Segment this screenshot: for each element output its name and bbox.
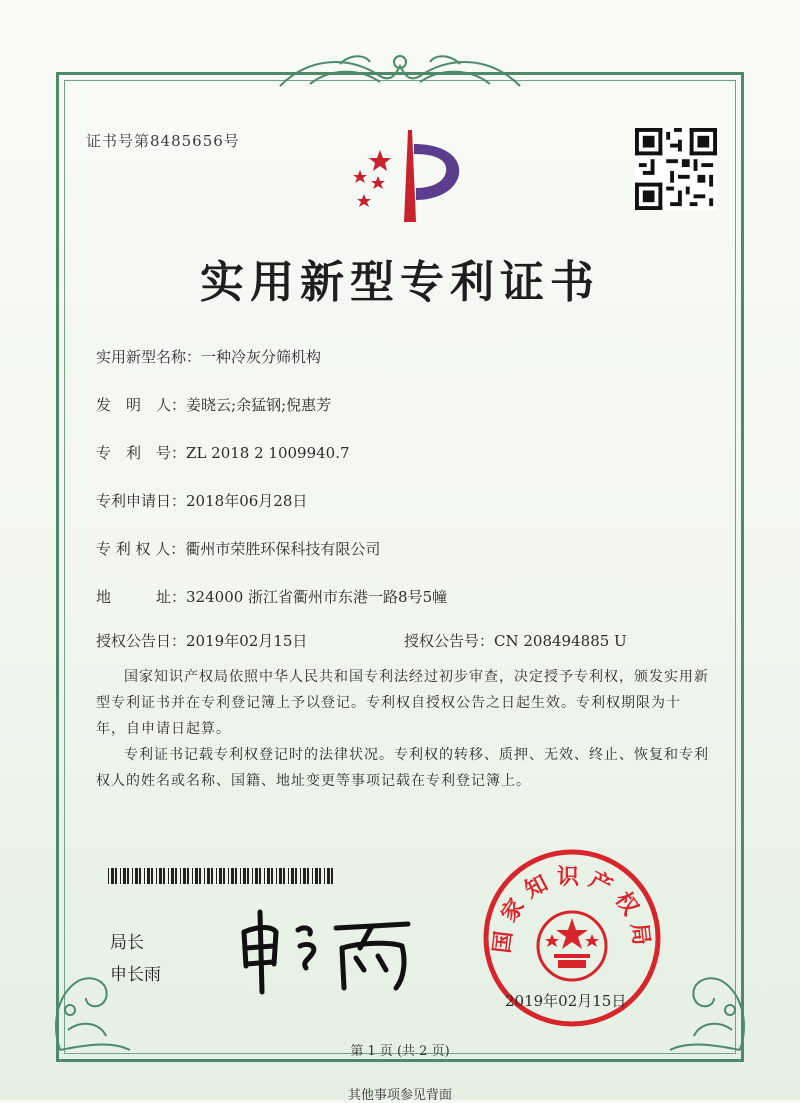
announcement-number-row (404, 630, 627, 651)
application-date-label: 专利申请日： (96, 492, 187, 510)
qr-code (635, 128, 717, 210)
application-date-row (96, 490, 307, 511)
inventor-label: 发 明 人： (96, 396, 187, 414)
application-date-value: 2018年06月28日 (186, 492, 308, 510)
patent-number-label: 专 利 号： (96, 444, 187, 462)
announcement-date-row (96, 630, 307, 651)
inventor-row (96, 394, 331, 415)
barcode (108, 868, 334, 884)
address-label: 地 址： (96, 588, 187, 606)
patent-number-row (96, 442, 350, 463)
director-signature (232, 902, 422, 998)
announcement-number-label: 授权公告号： (404, 632, 495, 650)
seal-text: 国家知识产权局 (489, 865, 655, 955)
patent-office-logo (340, 126, 470, 226)
utility-model-name-value: 一种冷灰分筛机构 (201, 348, 322, 366)
page-number: 第 1 页 (共 2 页) (350, 1044, 450, 1059)
utility-model-name-label: 实用新型名称： (96, 348, 202, 366)
address-value: 324000 浙江省衢州市东港一路8号5幢 (186, 588, 448, 606)
announcement-number-value: CN 208494885 U (494, 632, 627, 650)
legal-status-paragraph: 专利证书记载专利权登记时的法律状况。专利权的转移、质押、无效、终止、恢复和专利权人的姓名或名称、国籍、地址变更等事项记载在专利登记簿上。 (96, 747, 709, 789)
announcement-date-label: 授权公告日： (96, 632, 187, 650)
announcement-date-value: 2019年02月15日 (186, 632, 308, 650)
address-row (96, 586, 447, 607)
director-title: 局长 (110, 933, 144, 953)
patent-holder-value: 衢州市荣胜环保科技有限公司 (185, 540, 381, 558)
top-ornament (270, 46, 530, 90)
footer-note: 其他事项参见背面 (347, 1088, 452, 1103)
patent-number-value: ZL 2018 2 1009940.7 (186, 444, 350, 462)
patent-holder-row (96, 538, 380, 559)
grant-paragraph: 国家知识产权局依照中华人民共和国专利法经过初步审查，决定授予专利权，颁发实用新型专利证书并在专利登记簿上予以登记。专利权自授权公告之日起生效。专利权期限为十年，自申请日起算。 (96, 669, 709, 737)
certificate-number: 证书号第8485656号 (86, 132, 240, 150)
certificate-title: 实用新型专利证书 (200, 257, 600, 308)
utility-model-name-row (96, 346, 321, 367)
seal-date: 2019年02月15日 (505, 992, 627, 1010)
inventor-value: 姜晓云;余猛钢;倪惠芳 (186, 396, 332, 414)
director-name: 申长雨 (110, 965, 161, 985)
patent-holder-label: 专 利 权 人： (96, 540, 186, 558)
